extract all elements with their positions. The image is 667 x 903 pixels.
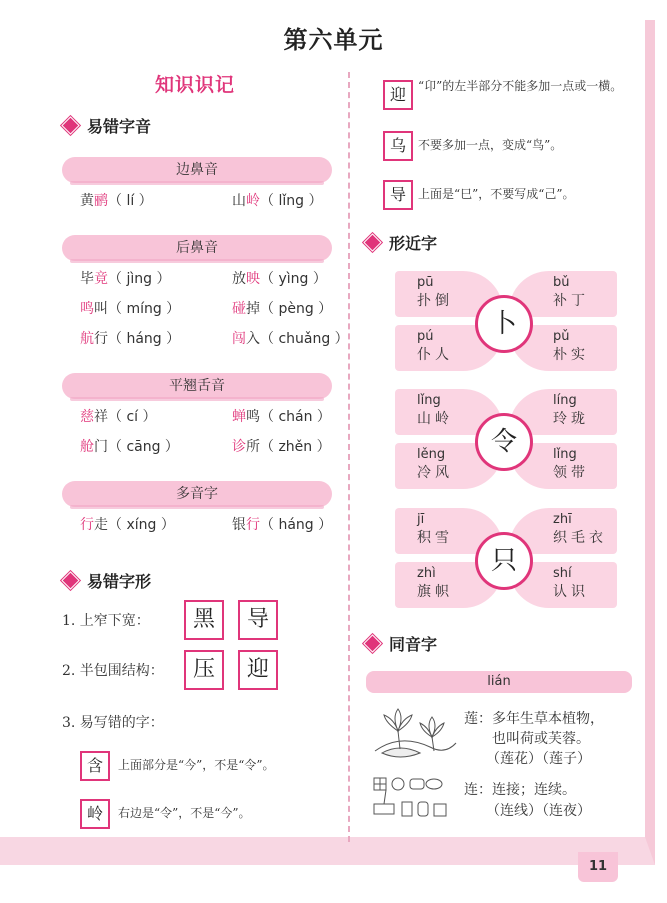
dotted-char: 慈	[80, 409, 94, 425]
error-char-box: 迎	[383, 80, 413, 110]
word-pinyin: （ xíng ）	[108, 517, 175, 533]
blocks-illustration	[372, 774, 458, 824]
char-box: 黑	[184, 600, 224, 640]
dotted-char: 鸣	[80, 301, 94, 317]
homophone-line: 连接；连续。	[492, 782, 576, 798]
page-number: 11	[578, 852, 618, 882]
word-prefix: 银	[232, 517, 246, 533]
word-item	[80, 436, 179, 456]
similar-group	[395, 389, 617, 489]
word-item	[80, 406, 157, 426]
word-item	[80, 190, 153, 210]
word-prefix: 山	[232, 193, 246, 209]
word-pinyin: lěng	[417, 447, 446, 462]
diamond-bullet-icon	[61, 571, 79, 589]
error-note: 右边是“令”，不是“今”。	[118, 806, 251, 820]
word-pinyin: （ míng ）	[108, 301, 181, 317]
word-pinyin: bǔ	[553, 275, 570, 290]
word-item	[232, 436, 331, 456]
homophone-lian-2	[464, 779, 576, 799]
diamond-bullet-icon	[363, 634, 381, 652]
section-subtitle: 知识识记	[155, 74, 236, 96]
dotted-char: 碰	[232, 301, 246, 317]
lotus-illustration	[370, 703, 460, 761]
heading-text: 同音字	[389, 635, 438, 654]
word-item	[232, 328, 349, 348]
word-pinyin: （ chuǎng ）	[260, 331, 349, 347]
word-suffix: 走	[94, 517, 108, 533]
diamond-bullet-icon	[61, 116, 79, 134]
word-pinyin: líng	[553, 393, 577, 408]
word-hanzi: 冷风	[417, 465, 453, 481]
word-pinyin: （ háng ）	[108, 331, 181, 347]
word-pinyin: pū	[417, 275, 434, 290]
word-item	[80, 298, 180, 318]
center-char: 只	[475, 532, 533, 590]
word-pinyin: （ cí ）	[108, 409, 157, 425]
error-char-box: 含	[80, 751, 110, 781]
dotted-char: 岭	[246, 193, 260, 209]
group-ribbon: 多音字	[62, 481, 332, 507]
word-pinyin: （ yìng ）	[260, 271, 327, 287]
char-box: 迎	[238, 650, 278, 690]
dotted-char: 舱	[80, 439, 94, 455]
homophone-line: 多年生草本植物，	[492, 711, 604, 727]
word-hanzi: 扑倒	[417, 293, 453, 309]
word-pinyin: （ pèng ）	[260, 301, 333, 317]
word-pinyin: （ zhěn ）	[260, 439, 331, 455]
word-hanzi: 补丁	[553, 293, 589, 309]
error-char-box: 岭	[80, 799, 110, 829]
word-pinyin: （ chán ）	[260, 409, 331, 425]
word-pinyin: shí	[553, 566, 572, 581]
word-item	[232, 514, 332, 534]
word-pinyin: pú	[417, 329, 434, 344]
error-note: 上面部分是“今”，不是“令”。	[118, 758, 275, 772]
word-pinyin: zhì	[417, 566, 436, 581]
group-ribbon: 后鼻音	[62, 235, 332, 261]
word-hanzi: 织毛衣	[553, 530, 607, 546]
section-heading-pronunciation	[64, 114, 151, 137]
similar-group	[395, 271, 617, 371]
word-item	[232, 406, 331, 426]
heading-text: 易错字音	[87, 117, 152, 136]
word-pinyin: jī	[417, 512, 425, 527]
word-item	[232, 268, 327, 288]
word-prefix: 放	[232, 271, 246, 287]
word-suffix: 门	[94, 439, 108, 455]
section-heading-similar	[366, 231, 437, 254]
word-item	[232, 190, 322, 210]
error-char-box: 乌	[383, 131, 413, 161]
homophone-line: （莲花）（莲子）	[486, 751, 591, 767]
homophone-head: 连：	[464, 782, 492, 798]
heading-text: 易错字形	[87, 572, 152, 591]
word-suffix: 入	[246, 331, 260, 347]
word-pinyin: zhī	[553, 512, 572, 527]
word-hanzi: 积雪	[417, 530, 453, 546]
dotted-char: 鹂	[94, 193, 108, 209]
word-hanzi: 领带	[553, 465, 589, 481]
dotted-char: 蝉	[232, 409, 246, 425]
column-divider	[348, 72, 350, 842]
word-prefix: 毕	[80, 271, 94, 287]
homophone-head: 莲：	[464, 711, 492, 727]
homophone-line: （连线）（连夜）	[486, 803, 591, 819]
homophone-pinyin-banner: lián	[366, 671, 632, 693]
center-char: 卜	[475, 295, 533, 353]
similar-group	[395, 508, 617, 608]
word-item	[80, 268, 170, 288]
word-suffix: 叫	[94, 301, 108, 317]
error-char-box: 导	[383, 180, 413, 210]
dotted-char: 行	[80, 517, 94, 533]
rule-2-label: 2. 半包围结构：	[62, 663, 164, 679]
error-note: 不要多加一点，变成“鸟”。	[418, 138, 563, 152]
heading-text: 形近字	[389, 234, 438, 253]
dotted-char: 竟	[94, 271, 108, 287]
word-item	[80, 514, 175, 534]
error-note: “卬”的左半部分不能多加一点或一横。	[418, 79, 623, 93]
word-pinyin: （ lǐng ）	[260, 193, 323, 209]
homophone-line: 也叫荷或芙蓉。	[492, 731, 590, 747]
word-suffix: 掉	[246, 301, 260, 317]
word-hanzi: 认识	[553, 584, 589, 600]
word-hanzi: 旗帜	[417, 584, 453, 600]
dotted-char: 航	[80, 331, 94, 347]
dotted-char: 行	[246, 517, 260, 533]
word-pinyin: （ lí ）	[108, 193, 153, 209]
word-item	[80, 328, 180, 348]
dotted-char: 映	[246, 271, 260, 287]
word-pinyin: lǐng	[417, 393, 441, 408]
section-heading-shape	[64, 569, 151, 592]
center-char: 令	[475, 413, 533, 471]
char-box: 导	[238, 600, 278, 640]
char-box: 压	[184, 650, 224, 690]
group-ribbon: 边鼻音	[62, 157, 332, 183]
word-item	[232, 298, 332, 318]
word-pinyin: （ cāng ）	[108, 439, 179, 455]
word-hanzi: 山岭	[417, 411, 453, 427]
word-hanzi: 仆人	[417, 347, 453, 363]
word-pinyin: pǔ	[553, 329, 570, 344]
word-pinyin: （ háng ）	[260, 517, 333, 533]
section-heading-homophone	[366, 632, 437, 655]
homophone-lian-1	[464, 708, 604, 728]
word-pinyin: （ jìng ）	[108, 271, 171, 287]
word-suffix: 所	[246, 439, 260, 455]
group-ribbon: 平翘舌音	[62, 373, 332, 399]
word-hanzi: 朴实	[553, 347, 589, 363]
dotted-char: 诊	[232, 439, 246, 455]
word-pinyin: lǐng	[553, 447, 577, 462]
word-suffix: 行	[94, 331, 108, 347]
rule-1-label: 1. 上窄下宽：	[62, 613, 150, 629]
diamond-bullet-icon	[363, 233, 381, 251]
word-suffix: 祥	[94, 409, 108, 425]
word-prefix: 黄	[80, 193, 94, 209]
page-title: 第六单元	[283, 25, 384, 54]
error-note: 上面是“巳”，不要写成“己”。	[418, 187, 575, 201]
dotted-char: 闯	[232, 331, 246, 347]
word-hanzi: 玲珑	[553, 411, 589, 427]
word-suffix: 鸣	[246, 409, 260, 425]
rule-3-label: 3. 易写错的字：	[62, 715, 164, 731]
